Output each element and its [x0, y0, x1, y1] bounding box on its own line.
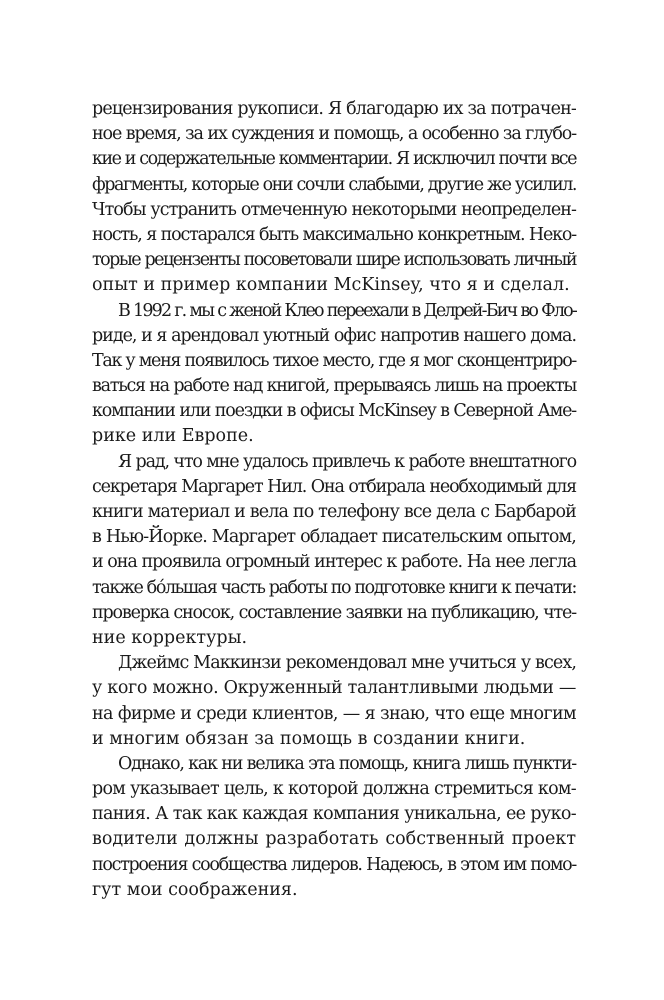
text-line: фрагменты, которые они сочли слабыми, другие же усилил. [92, 174, 576, 195]
text-line: торые рецензенты посоветовали шире использовать личный [92, 250, 576, 271]
text-line: В 1992 г. мы с женой Клео переехали в Делрей-Бич во Фло- [118, 300, 576, 321]
text-line: опыт и пример компании McKinsey, что я и сделал. [92, 275, 570, 296]
book-page-text [92, 97, 576, 903]
text-line: книги материал и вела по телефону все дела с Барбарой [92, 502, 576, 522]
text-line: ние корректуры. [92, 627, 248, 648]
text-line: и она проявила огромный интерес к работе. На нее легла [92, 552, 576, 573]
paragraph [92, 299, 576, 450]
paragraph [92, 450, 576, 652]
text-line: Так у меня появилось тихое место, где я мог сконцентриро- [92, 350, 576, 371]
text-line: риде, и я арендовал уютный офис напротив нашего дома. [92, 325, 576, 346]
text-line: ное время, за их суждения и помощь, а особенно за глубо- [92, 124, 576, 145]
text-line: кие и содержательные комментарии. Я исключил почти все [92, 149, 576, 170]
text-line: рецензирования рукописи. Я благодарю их за потрачен- [92, 99, 576, 119]
text-line: Я рад, что мне удалось привлечь к работе внештатного [118, 451, 576, 472]
text-line: ром указывает цель, к которой должна стремиться ком- [92, 779, 576, 800]
paragraph [92, 651, 576, 752]
text-line: у кого можно. Окруженный талантливыми людьми — [92, 678, 576, 699]
text-line: ваться на работе над книгой, прерываясь лишь на проекты [92, 376, 576, 397]
text-line: секретаря Маргарет Нил. Она отбирала необходимый для [92, 476, 576, 497]
paragraph [92, 752, 576, 903]
text-line: компании или поездки в офисы McKinsey в Северной Аме- [92, 401, 576, 422]
text-line: пания. А так как каждая компания уникальна, ее руко- [92, 804, 576, 825]
paragraph [92, 97, 576, 299]
text-line: на фирме и среди клиентов, — я знаю, что еще многим [92, 703, 576, 724]
text-line: проверка сносок, составление заявки на публикацию, чте- [92, 602, 576, 623]
text-line: рике или Европе. [92, 426, 254, 447]
text-line: ность, я постарался быть максимально конкретным. Неко- [92, 224, 576, 245]
text-line: Чтобы устранить отмеченную некоторыми неопределен- [92, 199, 576, 220]
text-line: Однако, как ни велика эта помощь, книга лишь пункти- [118, 753, 576, 774]
text-line: также бо́льшая часть работы по подготовке книги к печати: [92, 577, 576, 598]
text-line: водители должны разработать собственный проект [92, 829, 576, 850]
text-line: и многим обязан за помощь в создании книги. [92, 728, 526, 749]
text-line: Джеймс Маккинзи рекомендовал мне учиться у всех, [118, 653, 576, 674]
text-line: построения сообщества лидеров. Надеюсь, в этом им помо- [92, 854, 576, 875]
text-line: гут мои соображения. [92, 879, 298, 900]
text-line: в Нью-Йорке. Маргарет обладает писательским опытом, [92, 527, 576, 548]
